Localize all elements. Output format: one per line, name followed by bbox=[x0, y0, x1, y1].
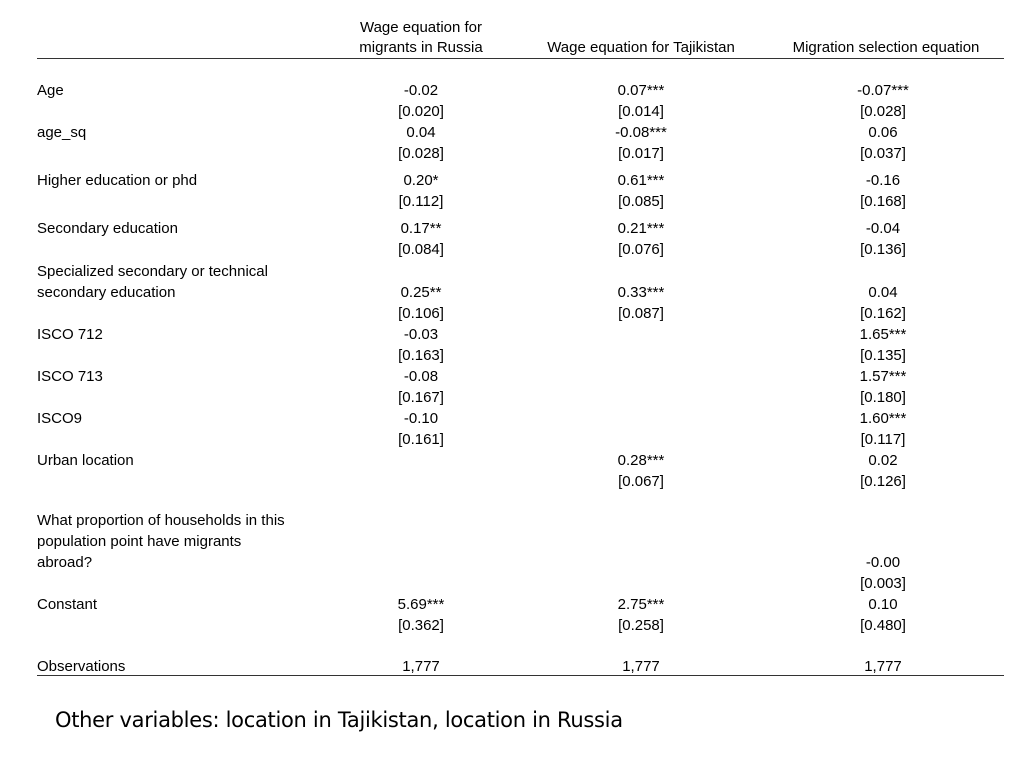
cell-v2: 0.28*** bbox=[617, 452, 665, 469]
cell-v3: 0.10 bbox=[868, 596, 898, 613]
cell-v2: [0.017] bbox=[618, 145, 664, 162]
cell-v3: -0.04 bbox=[865, 220, 901, 237]
cell-v2: 0.61*** bbox=[617, 172, 665, 189]
row-label: Age bbox=[37, 82, 64, 99]
cell-v3: -0.07*** bbox=[857, 82, 909, 99]
cell-v3: [0.028] bbox=[860, 103, 906, 120]
row-label: What proportion of households in this bbox=[37, 512, 285, 529]
cell-v2: 0.21*** bbox=[617, 220, 665, 237]
cell-v3: 1.60*** bbox=[859, 410, 907, 427]
cell-v3: 0.04 bbox=[868, 284, 898, 301]
cell-v1: 1,777 bbox=[402, 658, 440, 675]
cell-v1: -0.03 bbox=[403, 326, 439, 343]
cell-v2: 1,777 bbox=[622, 658, 660, 675]
cell-v1: [0.084] bbox=[398, 241, 444, 258]
row-label: Specialized secondary or technical bbox=[37, 263, 268, 280]
cell-v3: [0.117] bbox=[860, 431, 906, 448]
cell-v1: 5.69*** bbox=[397, 596, 445, 613]
row-label: ISCO 712 bbox=[37, 326, 103, 343]
table-bottom-rule bbox=[37, 675, 1004, 676]
cell-v3: 1,777 bbox=[864, 658, 902, 675]
row-label: abroad? bbox=[37, 554, 93, 571]
cell-v1: 0.17** bbox=[400, 220, 442, 237]
cell-v2: -0.08*** bbox=[615, 124, 667, 141]
cell-v3: [0.180] bbox=[860, 389, 906, 406]
cell-v2: [0.085] bbox=[618, 193, 664, 210]
row-label: ISCO9 bbox=[37, 410, 83, 427]
cell-v1: [0.163] bbox=[398, 347, 444, 364]
row-label: age_sq bbox=[37, 124, 87, 141]
cell-v1: [0.161] bbox=[398, 431, 444, 448]
cell-v1: -0.10 bbox=[403, 410, 439, 427]
cell-v2: [0.014] bbox=[618, 103, 664, 120]
cell-v2: 2.75*** bbox=[617, 596, 665, 613]
header-migration-selection: Migration selection equation bbox=[792, 39, 980, 56]
cell-v3: [0.162] bbox=[860, 305, 906, 322]
cell-v3: [0.480] bbox=[860, 617, 906, 634]
row-label: Observations bbox=[37, 658, 126, 675]
cell-v2: [0.076] bbox=[618, 241, 664, 258]
cell-v2: 0.07*** bbox=[617, 82, 665, 99]
row-label: Secondary education bbox=[37, 220, 178, 237]
row-label: Constant bbox=[37, 596, 98, 613]
cell-v1: 0.25** bbox=[400, 284, 442, 301]
cell-v1: [0.112] bbox=[398, 193, 444, 210]
cell-v2: 0.33*** bbox=[617, 284, 665, 301]
row-label: Urban location bbox=[37, 452, 134, 469]
cell-v1: 0.04 bbox=[406, 124, 436, 141]
cell-v1: [0.167] bbox=[398, 389, 444, 406]
row-label: Higher education or phd bbox=[37, 172, 198, 189]
cell-v1: [0.020] bbox=[398, 103, 444, 120]
cell-v2: [0.258] bbox=[618, 617, 664, 634]
header-wage-russia: Wage equation for migrants in Russia bbox=[359, 19, 483, 56]
header-wage-tajikistan: Wage equation for Tajikistan bbox=[547, 39, 735, 56]
cell-v1: [0.362] bbox=[398, 617, 444, 634]
cell-v3: [0.126] bbox=[860, 473, 906, 490]
cell-v3: [0.135] bbox=[860, 347, 906, 364]
cell-v3: 1.65*** bbox=[859, 326, 907, 343]
regression-table bbox=[37, 18, 1004, 675]
table-header bbox=[37, 18, 1004, 59]
cell-v3: -0.16 bbox=[865, 172, 901, 189]
cell-v1: 0.20* bbox=[403, 172, 439, 189]
cell-v3: -0.00 bbox=[865, 554, 901, 571]
cell-v2: [0.087] bbox=[618, 305, 664, 322]
cell-v1: [0.106] bbox=[398, 305, 444, 322]
row-label: ISCO 713 bbox=[37, 368, 103, 385]
cell-v3: 0.02 bbox=[868, 452, 898, 469]
cell-v3: [0.037] bbox=[860, 145, 906, 162]
cell-v2: [0.067] bbox=[618, 473, 664, 490]
cell-v1: [0.028] bbox=[398, 145, 444, 162]
cell-v3: [0.168] bbox=[860, 193, 906, 210]
cell-v3: 0.06 bbox=[868, 124, 898, 141]
cell-v1: -0.02 bbox=[403, 82, 439, 99]
cell-v3: [0.003] bbox=[860, 575, 906, 592]
row-label: population point have migrants bbox=[37, 533, 242, 550]
cell-v1: -0.08 bbox=[403, 368, 439, 385]
cell-v3: [0.136] bbox=[860, 241, 906, 258]
row-label: secondary education bbox=[37, 284, 176, 301]
cell-v3: 1.57*** bbox=[859, 368, 907, 385]
footnote: Other variables: location in Tajikistan, location in Russia bbox=[55, 708, 623, 732]
